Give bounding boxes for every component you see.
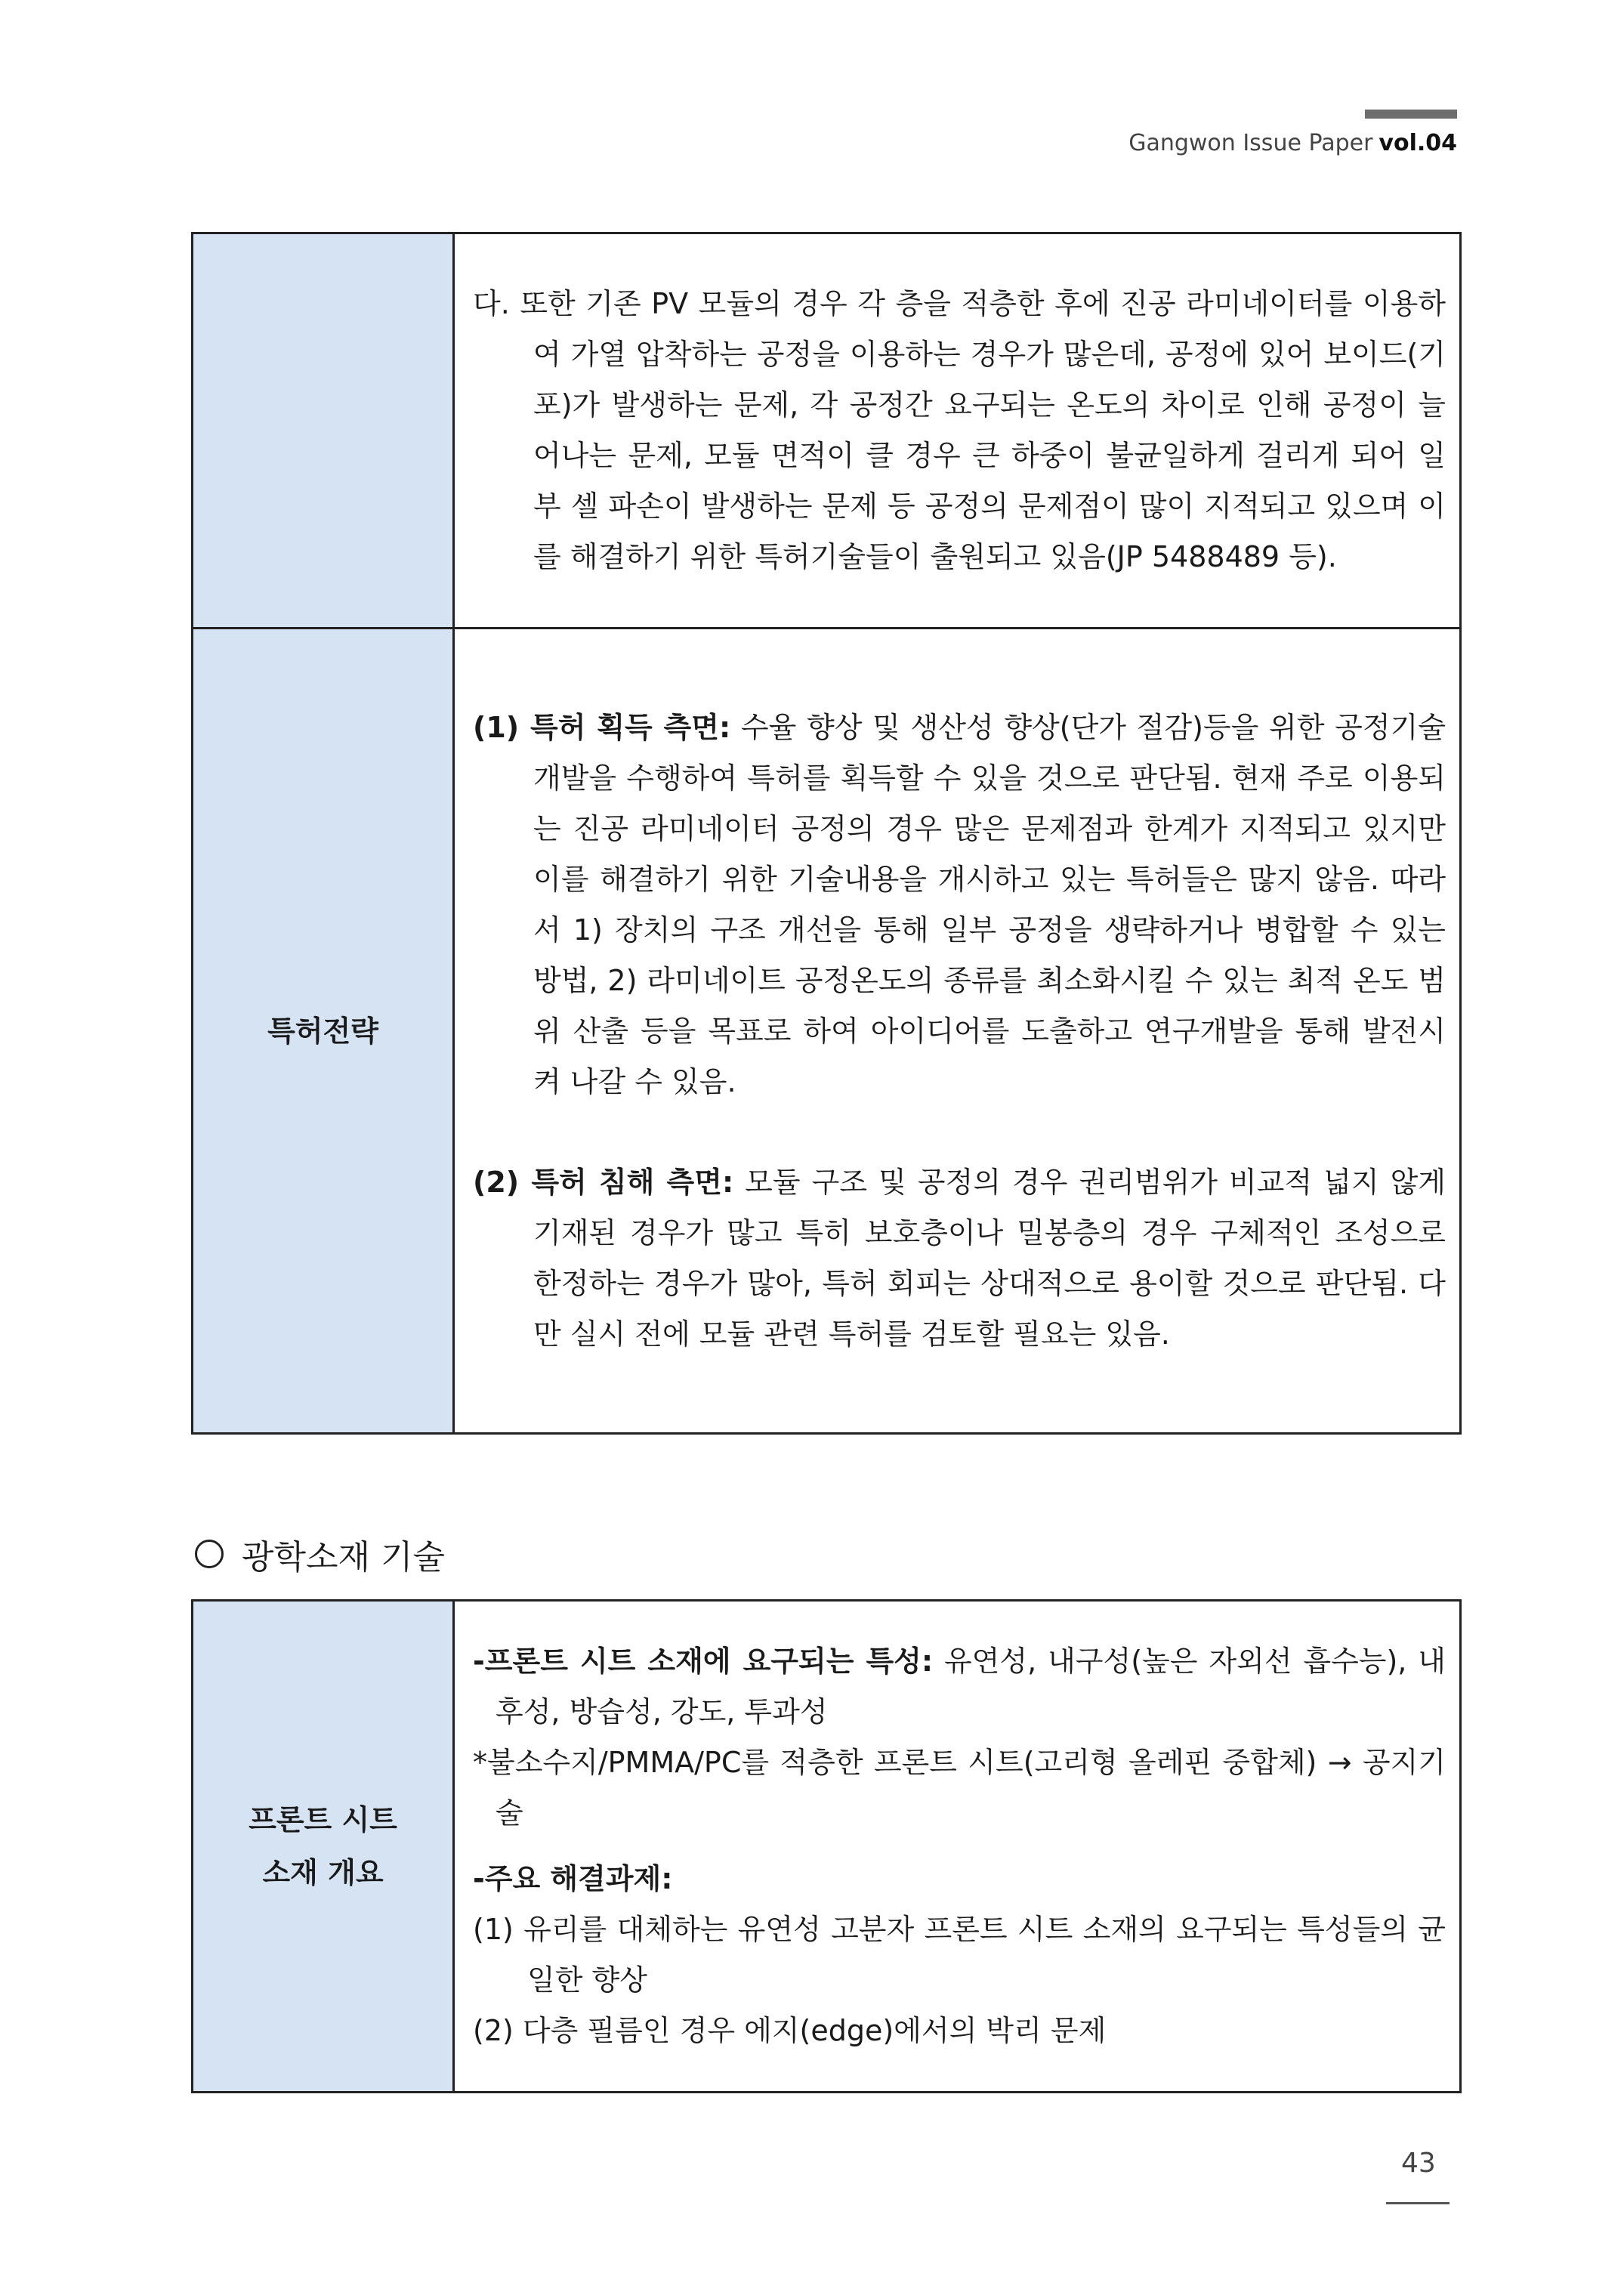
issue-item: (2) 다층 필름인 경우 에지(edge)에서의 박리 문제: [473, 2014, 1107, 2047]
header-accent-bar: [1365, 110, 1457, 119]
table-row: [193, 629, 1461, 1434]
requirements-item: [473, 1636, 1446, 1737]
issues-heading: -주요 해결과제:: [473, 1862, 673, 1895]
note-item: *불소수지/PMMA/PC를 적층한 프론트 시트(고리형 올레핀 중합체) → 공지기술: [473, 1746, 1446, 1830]
table-row: [193, 233, 1461, 629]
table-row: [193, 1601, 1461, 2093]
issue-item: (1) 유리를 대체하는 유연성 고분자 프론트 시트 소재의 요구되는 특성들의 균일한 향상: [473, 1913, 1446, 1997]
row-label-front-sheet: [193, 1601, 454, 2093]
section-heading: [195, 1530, 445, 1578]
item-title: -프론트 시트 소재에 요구되는 특성:: [473, 1645, 934, 1678]
patent-acquisition-item: [473, 703, 1446, 1107]
section-title: 광학소재 기술: [242, 1538, 446, 1577]
item-text: 수율 향상 및 생산성 향상(단가 절감)등을 위한 공정기술개발을 수행하여 특허를 획득할 수 있을 것으로 판단됨. 현재 주로 이용되는 진공 라미네이터 공정의 경우 많은 문제점과 한계가 지적되고 있지만 이를 해결하기 위한 기술내용을 개시하고 있는 특허들은 많지 않음. 따라서 1) 장치의 구조 개선을 통해 일부 공정을 생략하거나 병합할 수 있는 방법, 2) 라미네이트 공정온도의 종류를 최소화시킬 수 있는 최적 온도 범위 산출 등을 목표로 하여 아이디어를 도출하고 연구개발을 통해 발전시켜 나갈 수 있음.: [533, 710, 1446, 1098]
row-content: [454, 233, 1461, 629]
label-line: 소재 개요: [262, 1856, 384, 1889]
paragraph: 다. 또한 기존 PV 모듈의 경우 각 층을 적층한 후에 진공 라미네이터를 이용하여 가열 압착하는 공정을 이용하는 경우가 많은데, 공정에 있어 보이드(기포)가 발생하는 문제, 각 공정간 요구되는 온도의 차이로 인해 공정이 늘어나는 문제, 모듈 면적이 클 경우 큰 하중이 불균일하게 걸리게 되어 일부 셀 파손이 발생하는 문제 등 공정의 문제점이 많이 지적되고 있으며 이를 해결하기 위한 특허기술들이 출원되고 있음(JP 5488489 등).: [473, 287, 1446, 573]
row-content: [454, 1601, 1461, 2093]
patent-infringement-item: [473, 1157, 1446, 1360]
page-number: 43: [1401, 2148, 1436, 2179]
patent-strategy-table: [191, 232, 1462, 1435]
label-line: 프론트 시트: [249, 1803, 397, 1836]
footer-divider: [1386, 2202, 1450, 2204]
item-text: 모듈 구조 및 공정의 경우 권리범위가 비교적 넓지 않게 기재된 경우가 많고 특히 보호층이나 밀봉층의 경우 구체적인 조성으로 한정하는 경우가 많아, 특허 회피는 상대적으로 용이할 것으로 판단됨. 다만 실시 전에 모듈 관련 특허를 검토할 필요는 있음.: [533, 1165, 1446, 1351]
item-title: (1) 특허 획득 측면:: [473, 710, 731, 744]
circle-bullet-icon: [195, 1540, 224, 1568]
row-content: [454, 629, 1461, 1434]
header-volume: vol.04: [1379, 130, 1457, 156]
item-title: (2) 특허 침해 측면:: [473, 1165, 734, 1199]
header-title: Gangwon Issue Paper: [1128, 130, 1373, 156]
front-sheet-table: [191, 1599, 1462, 2093]
running-header: [1128, 130, 1457, 156]
item-text: 유연성, 내구성(높은 자외선 흡수능), 내후성, 방습성, 강도, 투과성: [496, 1645, 1446, 1728]
row-label-patent-strategy: 특허전략: [193, 629, 454, 1434]
row-label-empty: [193, 233, 454, 629]
